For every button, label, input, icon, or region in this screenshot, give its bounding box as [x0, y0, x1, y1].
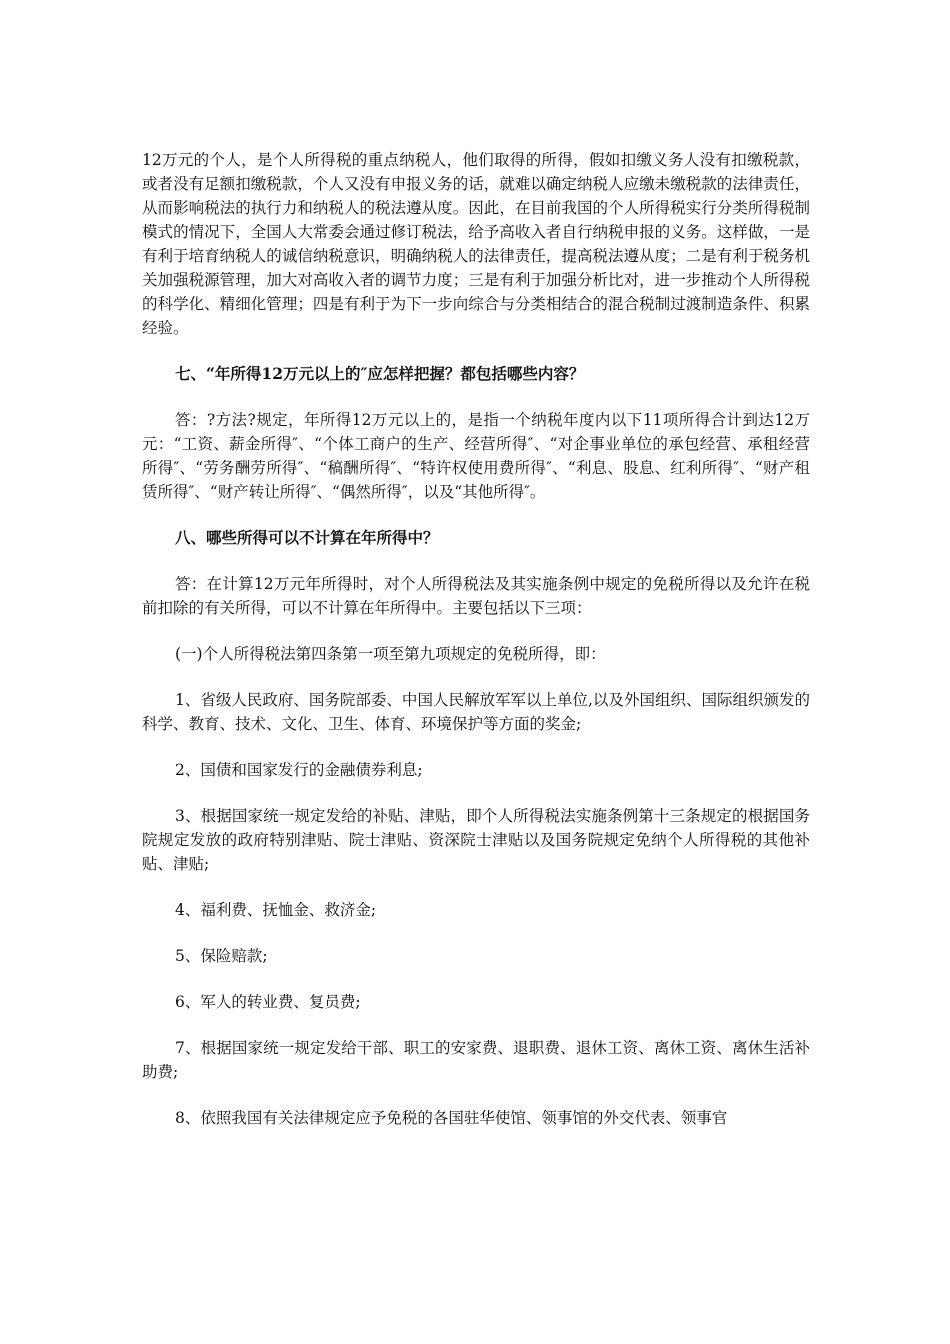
section-heading-7: 七、“年所得12万元以上的″应怎样把握？都包括哪些内容？ — [175, 364, 585, 383]
answer-8: 答：在计算12万元年所得时，对个人所得税法及其实施条例中规定的免税所得以及允许在税前扣除的有关所得，可以不计算在年所得中。主要包括以下三项： — [142, 575, 810, 617]
list-item-6: 6、军人的转业费、复员费; — [175, 993, 361, 1011]
list-item-8: 8、依照我国有关法律规定应予免税的各国驻华使馆、领事馆的外交代表、领事官 — [175, 1109, 728, 1127]
document-page — [142, 148, 810, 1152]
paragraph-intro: 12万元的个人，是个人所得税的重点纳税人，他们取得的所得，假如扣缴义务人没有扣缴税款，或者没有足额扣缴税款，个人又没有申报义务的话，就难以确定纳税人应缴未缴税款的法律责任，从而影响税法的执行力和纳税人的税法遵从度。因此，在目前我国的个人所得税实行分类所得税制模式的情况下，全国人大常委会通过修订税法，给予高收入者自行纳税申报的义务。这样做，一是有利于培育纳税人的诚信纳税意识，明确纳税人的法律责任，提高税法遵从度；二是有利于税务机关加强税源管理，加大对高收入者的调节力度；三是有利于加强分析比对，进一步推动个人所得税的科学化、精细化管理；四是有利于为下一步向综合与分类相结合的混合税制过渡制造条件、积累经验。 — [142, 151, 810, 337]
list-item-4: 4、福利费、抚恤金、救济金; — [175, 901, 377, 919]
list-item-1: 1、省级人民政府、国务院部委、中国人民解放军军以上单位,以及外国组织、国际组织颁发的科学、教育、技术、文化、卫生、体育、环境保护等方面的奖金; — [142, 691, 810, 733]
answer-7: 答：?方法?规定，年所得12万元以上的，是指一个纳税年度内以下11项所得合计到达12万元：“工资、薪金所得″、“个体工商户的生产、经营所得″、“对企事业单位的承包经营、承租经营所得″、“劳务酬劳所得″、“稿酬所得″、“特许权使用费所得″、“利息、股息、红利所得″、“财产租赁所得″、“财产转让所得″、“偶然所得″，以及“其他所得″。 — [142, 411, 810, 501]
subsection-1: (一)个人所得税法第四条第一项至第九项规定的免税所得，即： — [175, 645, 606, 663]
list-item-3: 3、根据国家统一规定发给的补贴、津贴，即个人所得税法实施条例第十三条规定的根据国务院规定发放的政府特别津贴、院士津贴、资深院士津贴以及国务院规定免纳个人所得税的其他补贴、津贴; — [142, 807, 810, 873]
list-item-7: 7、根据国家统一规定发给干部、职工的安家费、退职费、退休工资、离休工资、离休生活补助费; — [142, 1039, 810, 1081]
section-heading-8: 八、哪些所得可以不计算在年所得中？ — [175, 528, 439, 547]
list-item-2: 2、国债和国家发行的金融债券利息; — [175, 761, 423, 779]
list-item-5: 5、保险赔款; — [175, 947, 268, 965]
